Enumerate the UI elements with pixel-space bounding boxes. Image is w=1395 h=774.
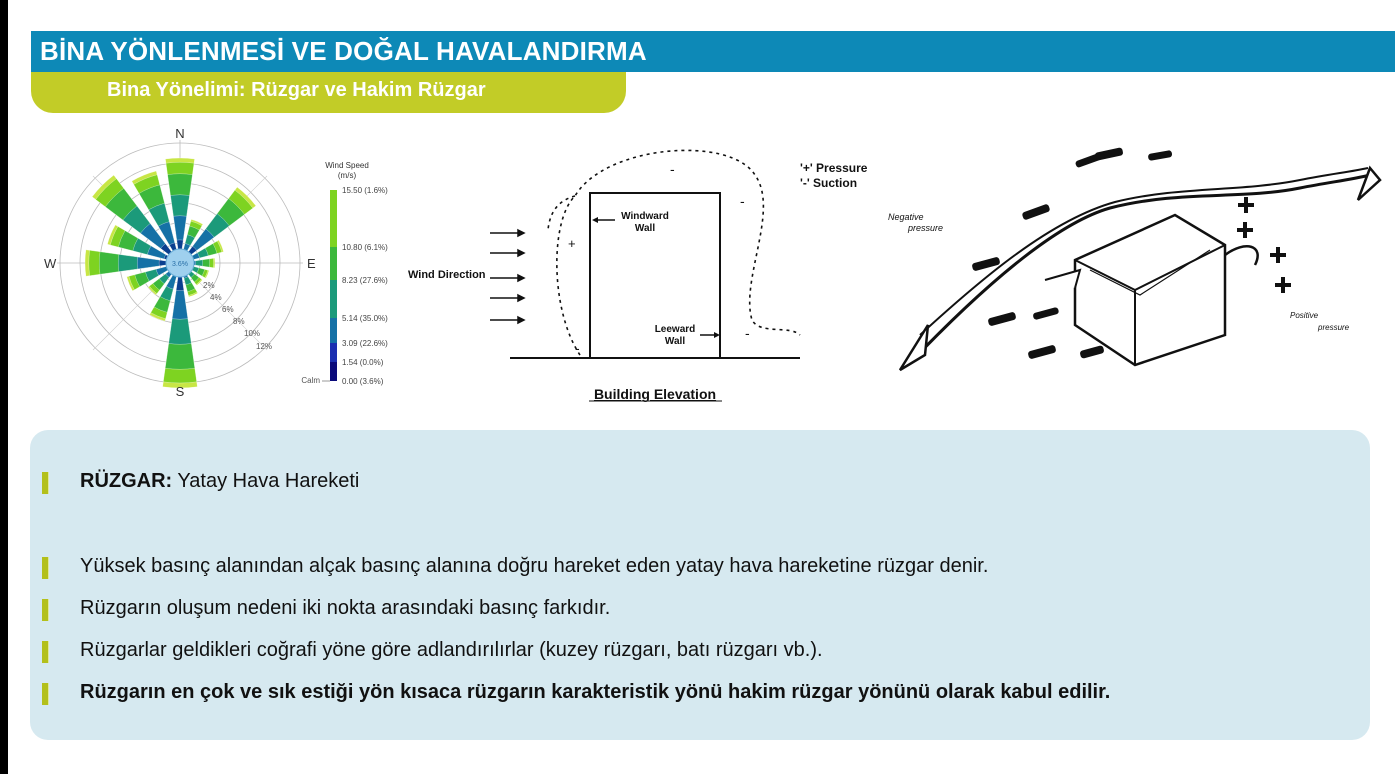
legend-title: Wind Speed	[325, 161, 369, 170]
flow-arrow-right	[1358, 168, 1380, 200]
legend-label: 15.50 (1.6%)	[342, 186, 388, 195]
sign-plus: +	[568, 236, 576, 251]
legend-swatch	[330, 247, 337, 280]
ring-label: 4%	[210, 293, 222, 302]
pressure-legend: '+' Pressure	[800, 161, 868, 175]
legend-label: 5.14 (35.0%)	[342, 314, 388, 323]
leeward-label: Leeward	[654, 324, 696, 335]
wind-pressure-sketch	[880, 130, 1385, 390]
sign-minus-base: -	[575, 340, 580, 356]
windward-label: Windward	[621, 211, 669, 222]
direction-e: E	[307, 256, 316, 271]
positive-pressure-label-2: pressure	[1318, 323, 1350, 332]
direction-s: S	[175, 384, 185, 399]
legend-swatch	[330, 190, 337, 247]
bullet-text-bold: Rüzgarın en çok ve sık estiği yön kısaca rüzgarın karakteristik yönü hakim rüzgar yönünü olarak kabul edilir.	[80, 681, 1111, 703]
bullet-text: Yüksek basınç alanından alçak basınç alanına doğru hareket eden yatay hava hareketine rüzgar denir.	[80, 555, 989, 577]
legend-swatch	[330, 318, 337, 343]
bullet-heading: RÜZGAR:	[80, 470, 173, 492]
slide-subtitle: Bina Yönelimi: Rüzgar ve Hakim Rüzgar	[31, 72, 626, 113]
ring-label: 8%	[233, 317, 245, 326]
bullet-text: Yatay Hava Hareketi	[172, 470, 360, 492]
legend-swatch	[330, 362, 337, 381]
sign-minus-lee: -	[745, 325, 750, 341]
wind-speed-legend	[330, 186, 388, 386]
sketch-building	[1075, 215, 1225, 365]
direction-w: W	[44, 256, 57, 271]
legend-swatch	[330, 280, 337, 318]
wind-direction-label: Wind Direction	[408, 269, 486, 281]
bullet-marker	[42, 683, 49, 705]
ring-label: 10%	[244, 329, 261, 338]
flow-arrow-left	[900, 325, 928, 370]
sign-minus-top: -	[670, 161, 675, 177]
legend-label: 1.54 (0.0%)	[342, 358, 384, 367]
ring-label: 2%	[203, 281, 215, 290]
wind-arrows	[490, 230, 524, 323]
left-edge-bar	[0, 0, 8, 774]
negative-pressure-label: Negative	[888, 212, 924, 222]
leeward-label-2: Wall	[664, 336, 686, 347]
bullet-text: Rüzgarlar geldikleri coğrafi yöne göre adlandırılırlar (kuzey rüzgarı, batı rüzgarı vb.).	[80, 639, 823, 661]
legend-label: 0.00 (3.6%)	[342, 377, 384, 386]
bullet-marker	[42, 641, 49, 663]
ring-label: 6%	[222, 305, 234, 314]
bullet-marker	[42, 472, 49, 494]
negative-pressure-label-2: pressure	[908, 223, 944, 233]
legend-label: 10.80 (6.1%)	[342, 243, 388, 252]
bullet-marker	[42, 557, 49, 579]
building-elevation-figure	[400, 140, 900, 410]
positive-pressure-label: Positive	[1290, 311, 1319, 320]
calm-label: Calm	[301, 376, 320, 385]
legend-label: 8.23 (27.6%)	[342, 276, 388, 285]
windward-label-2: Wall	[634, 223, 656, 234]
elevation-caption: Building Elevation	[593, 386, 717, 402]
wind-rose-figure	[40, 120, 420, 410]
ring-label: 12%	[256, 342, 273, 351]
suction-legend: '-' Suction	[800, 176, 858, 190]
pressure-marks	[1237, 197, 1291, 293]
center-label: 3.6%	[172, 261, 188, 268]
bullet-text: Rüzgarın oluşum nedeni iki nokta arasındaki basınç farkıdır.	[80, 597, 611, 619]
sign-minus-right: -	[740, 193, 745, 209]
direction-n: N	[175, 126, 185, 141]
legend-label: 3.09 (22.6%)	[342, 339, 388, 348]
bullet-marker	[42, 599, 49, 621]
legend-unit: (m/s)	[337, 171, 357, 180]
slide-title: BİNA YÖNLENMESİ VE DOĞAL HAVALANDIRMA	[31, 31, 1395, 72]
legend-swatch	[330, 343, 337, 362]
